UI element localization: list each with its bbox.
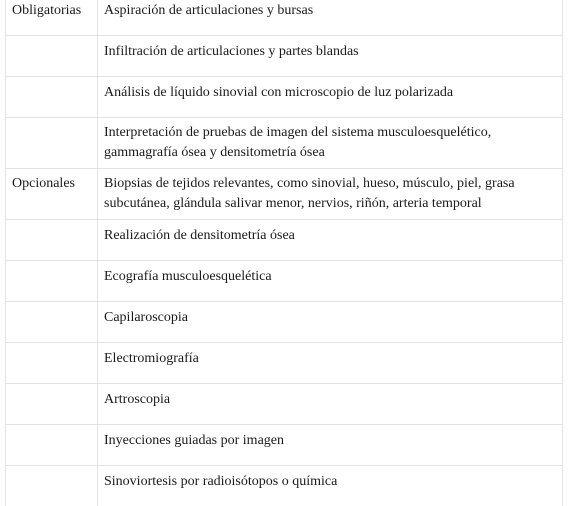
procedure-cell: Inyecciones guiadas por imagen	[98, 425, 563, 466]
table-row	[6, 169, 563, 220]
table-row	[6, 302, 563, 343]
procedure-cell: Artroscopia	[98, 384, 563, 425]
procedure-cell: Interpretación de pruebas de imagen del sistema musculoesquelético, gammagrafía ósea y densitometría ósea	[98, 118, 563, 169]
category-cell: Obligatorias	[6, 0, 98, 36]
procedure-cell: Infiltración de articulaciones y partes blandas	[98, 36, 563, 77]
table-row	[6, 36, 563, 77]
table-row	[6, 466, 563, 506]
table-row	[6, 343, 563, 384]
procedure-cell: Electromiografía	[98, 343, 563, 384]
procedure-cell: Biopsias de tejidos relevantes, como sinovial, hueso, músculo, piel, grasa subcutánea, glándula salivar menor, nervios, riñón, arteria temporal	[98, 169, 563, 220]
empty-category-cell	[6, 425, 98, 466]
procedure-cell: Análisis de líquido sinovial con microscopio de luz polarizada	[98, 77, 563, 118]
procedure-cell: Sinoviortesis por radioisótopos o química	[98, 466, 563, 506]
table-row	[6, 220, 563, 261]
empty-category-cell	[6, 36, 98, 77]
table-row	[6, 77, 563, 118]
empty-category-cell	[6, 77, 98, 118]
empty-category-cell	[6, 261, 98, 302]
procedure-cell: Aspiración de articulaciones y bursas	[98, 0, 563, 36]
table-row	[6, 118, 563, 169]
table-row	[6, 0, 563, 36]
procedures-table	[5, 0, 563, 506]
category-cell: Opcionales	[6, 169, 98, 220]
empty-category-cell	[6, 466, 98, 506]
procedure-cell: Capilaroscopia	[98, 302, 563, 343]
table-row	[6, 384, 563, 425]
empty-category-cell	[6, 384, 98, 425]
empty-category-cell	[6, 220, 98, 261]
empty-category-cell	[6, 302, 98, 343]
empty-category-cell	[6, 343, 98, 384]
table-row	[6, 261, 563, 302]
empty-category-cell	[6, 118, 98, 169]
table-row	[6, 425, 563, 466]
procedure-cell: Ecografía musculoesquelética	[98, 261, 563, 302]
procedure-cell: Realización de densitometría ósea	[98, 220, 563, 261]
